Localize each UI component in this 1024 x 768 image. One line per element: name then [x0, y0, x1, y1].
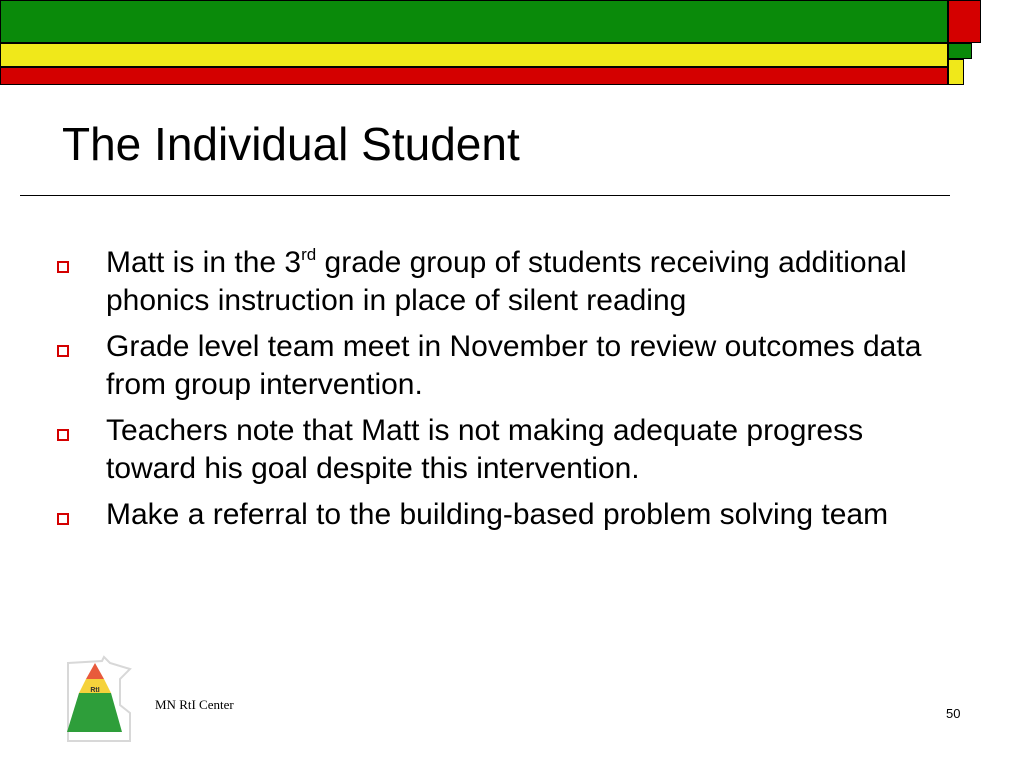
bullet-marker: [57, 429, 69, 441]
pyramid-tier-green: [67, 693, 122, 732]
header-square-red: [948, 0, 981, 43]
bullet-item: [50, 328, 960, 404]
title-divider: [20, 195, 950, 196]
bullet-text-post: grade group of students receiving additional phonics instruction in place of silent reading: [106, 246, 907, 317]
bullet-item: [50, 496, 960, 534]
slide-title: The Individual Student: [62, 118, 520, 170]
bullet-marker: [57, 345, 69, 357]
footer-organization: MN RtI Center: [155, 697, 234, 712]
header-band-yellow: [0, 43, 948, 67]
header-band-green: [0, 0, 948, 43]
bullet-marker: [57, 513, 69, 525]
bullet-text: Make a referral to the building-based problem solving team: [106, 498, 889, 531]
bullet-item: [50, 412, 960, 488]
bullet-text: Grade level team meet in November to review outcomes data from group intervention.: [106, 330, 922, 401]
rti-pyramid-logo: [62, 655, 142, 745]
bullet-item: [50, 244, 960, 320]
header-square-yellow: [948, 59, 964, 85]
header-band-red: [0, 67, 948, 85]
header-square-green: [948, 43, 972, 59]
bullet-superscript: rd: [301, 245, 317, 264]
bullet-list: [50, 244, 960, 542]
logo-text: RtI: [90, 687, 100, 694]
bullet-text-pre: Matt is in the 3: [106, 246, 302, 279]
bullet-text: Teachers note that Matt is not making adequate progress toward his goal despite this intervention.: [106, 414, 864, 485]
bullet-marker: [57, 261, 69, 273]
page-number: 50: [946, 706, 961, 721]
pyramid-tier-red: [86, 663, 104, 679]
